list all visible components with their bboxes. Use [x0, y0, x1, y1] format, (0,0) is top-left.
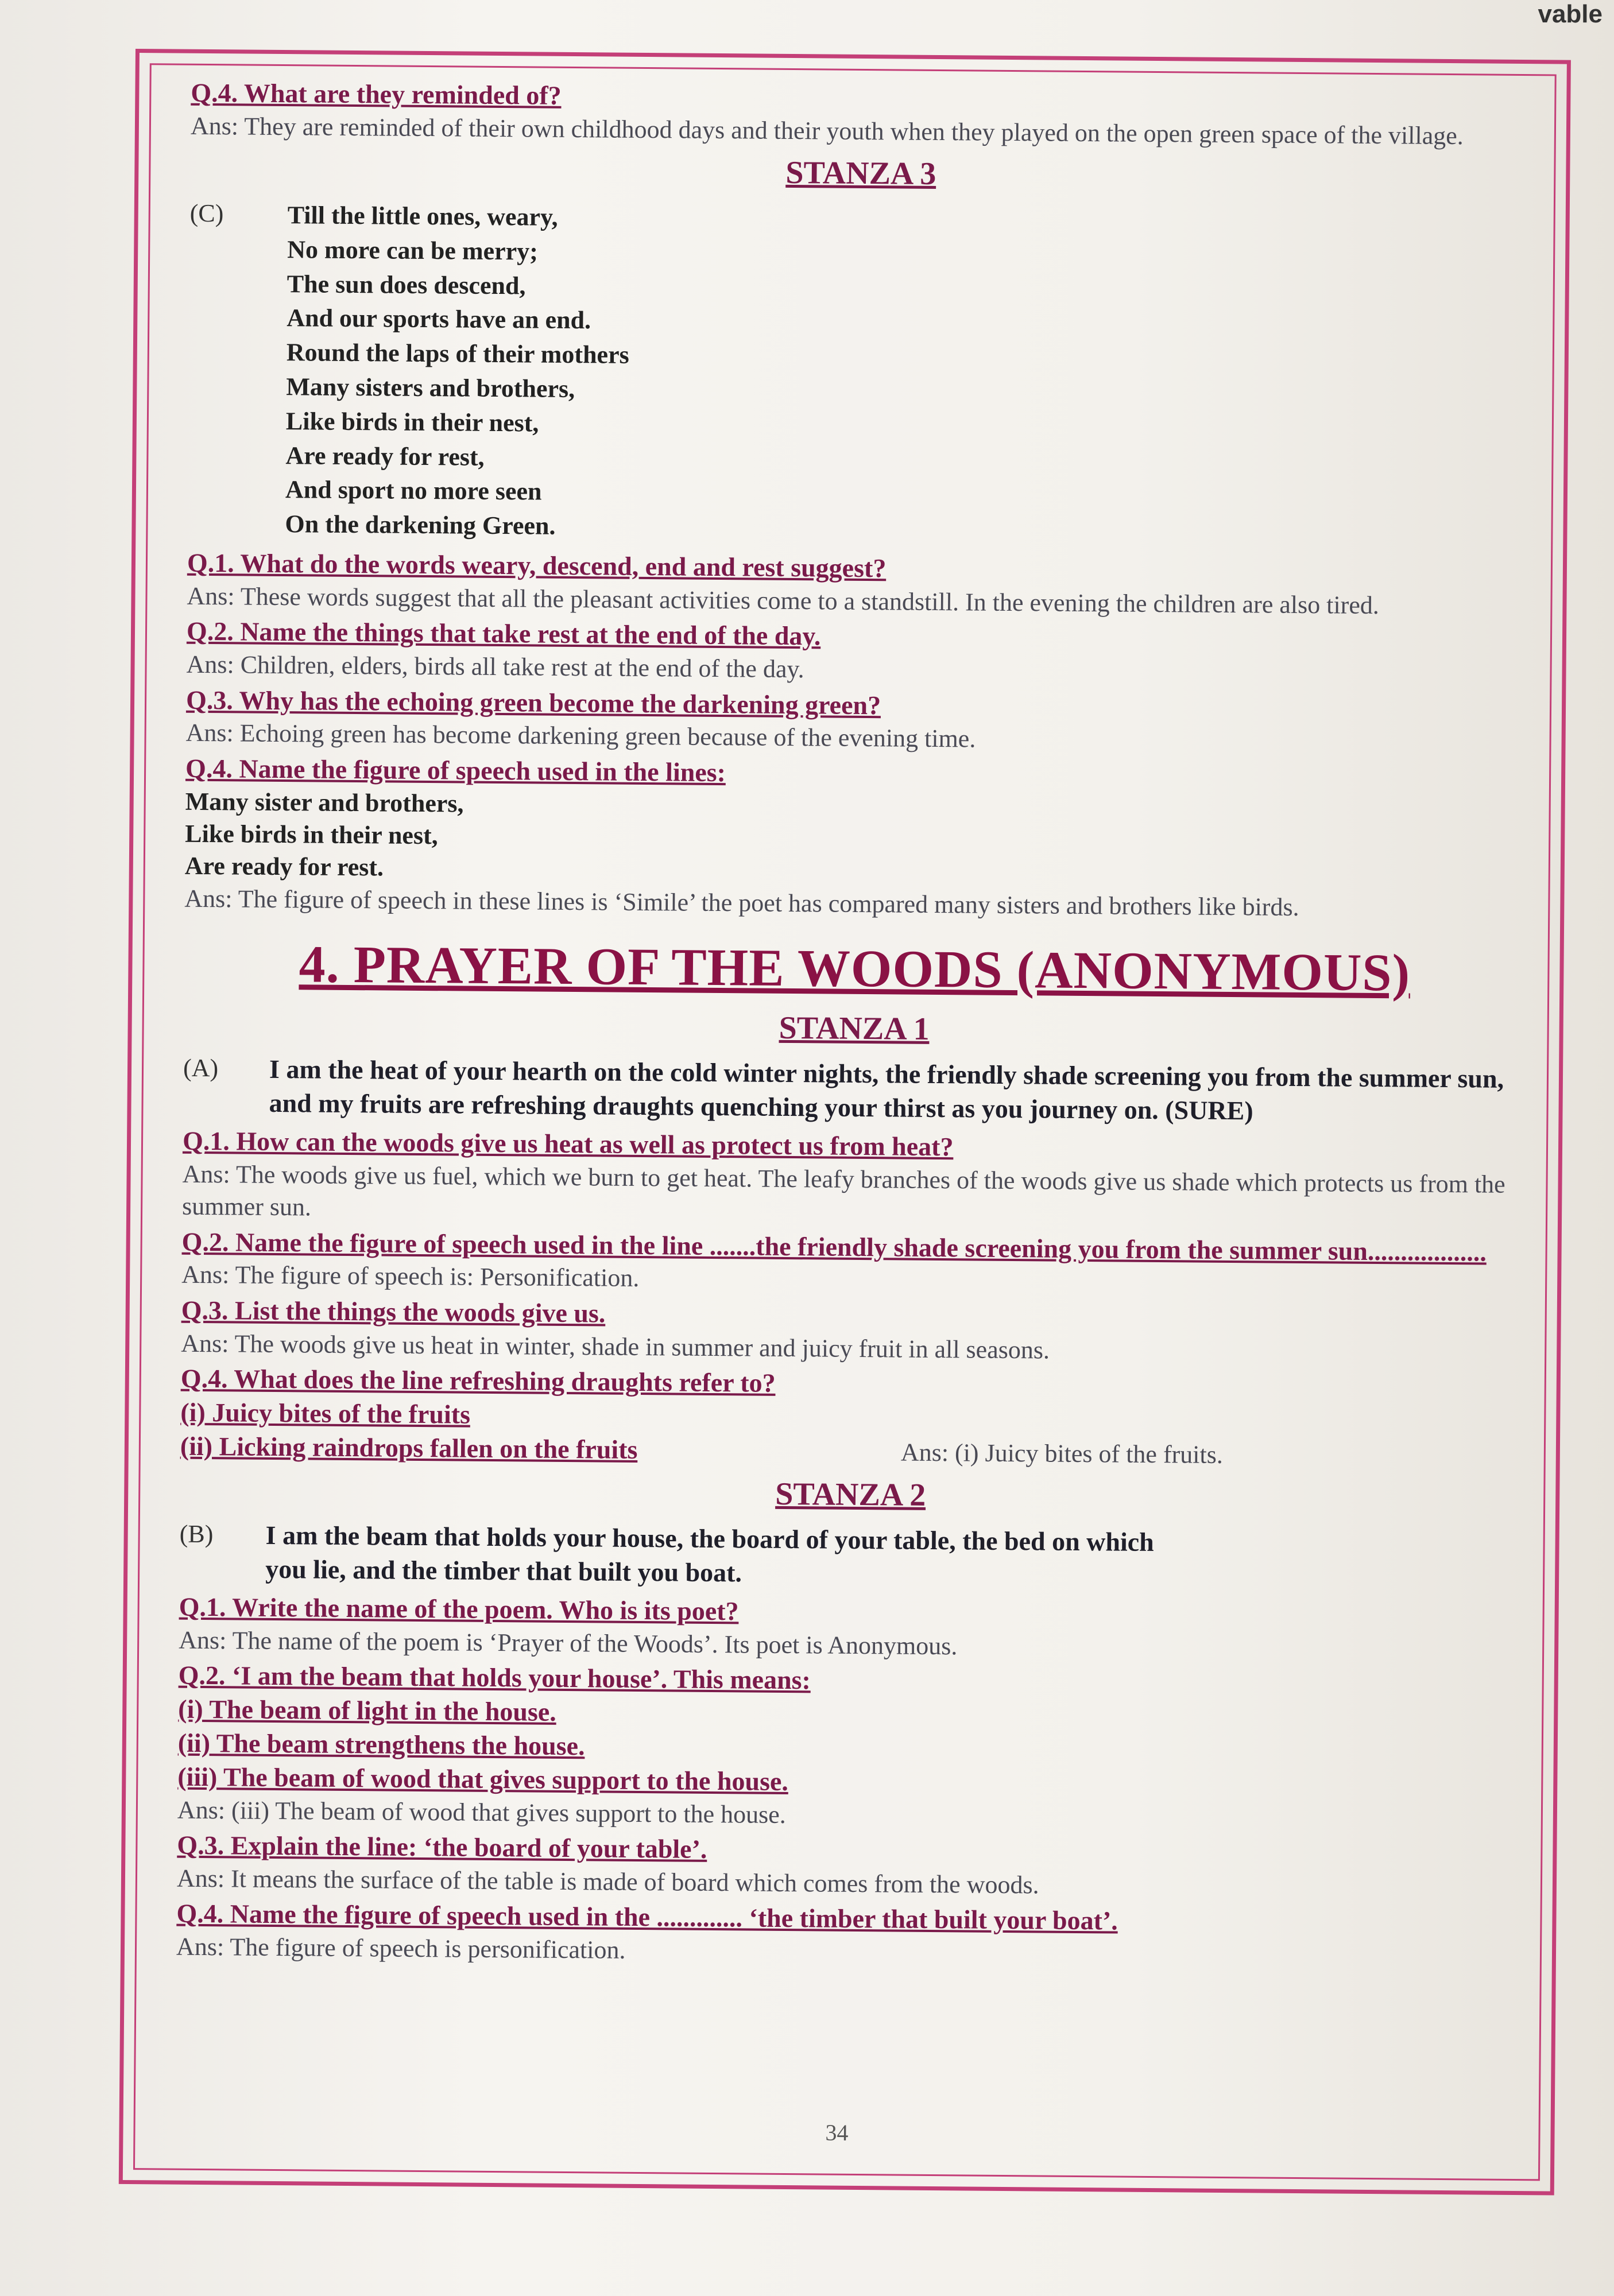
question-block: [185, 683, 1527, 760]
stanza-heading: STANZA 3: [785, 155, 936, 192]
answer: Ans: These words suggest that all the pleasant activities come to a standstill. In the evening the children are also tired.: [187, 581, 1380, 620]
excerpt-text: I am the beam that holds your house, the board of your table, the bed on which you lie, and the timber that built you boat.: [265, 1521, 1154, 1588]
question-block: [191, 76, 1532, 153]
answer: Ans: The woods give us fuel, which we burn to get heat. The leafy branches of the woods give us shade which protects us from the summer sun.: [181, 1159, 1505, 1221]
answer: Ans: The figure of speech in these lines is ‘Simile’ the poet has compared many sisters and brothers like birds.: [184, 884, 1299, 921]
poem-line: Are ready for rest,: [285, 441, 485, 471]
option: (ii) Licking raindrops fallen on the fruits: [180, 1431, 638, 1464]
question: Q.1. Write the name of the poem. Who is its poet?: [179, 1592, 739, 1626]
answer: Ans: The name of the poem is ‘Prayer of the Woods’. Its poet is Anonymous.: [179, 1626, 958, 1661]
poem-line: And our sports have an end.: [287, 304, 591, 335]
question: Q.2. Name the things that take rest at the end of the day.: [186, 616, 821, 651]
question-block: [182, 1124, 1524, 1234]
poem-lines: [285, 198, 630, 544]
question: Q.3. Explain the line: ‘the board of your table’.: [177, 1830, 707, 1864]
question-block: [187, 546, 1528, 623]
answer: Ans: (iii) The beam of wood that gives support to the house.: [177, 1795, 786, 1829]
poem-line: Round the laps of their mothers: [286, 338, 629, 369]
excerpt-label: (A): [183, 1053, 219, 1083]
poem-line: No more can be merry;: [287, 235, 539, 266]
poem-line: Many sisters and brothers,: [286, 373, 575, 404]
question-block: [184, 751, 1527, 925]
page-number: 34: [825, 2119, 849, 2146]
stanza-heading: STANZA 1: [779, 1010, 930, 1047]
option: (i) Juicy bites of the fruits: [180, 1397, 471, 1429]
question-block: [181, 1225, 1523, 1302]
chapter-title: 4. PRAYER OF THE WOODS (ANONYMOUS): [299, 934, 1411, 1002]
question: Q.2. ‘I am the beam that holds your house’. This means:: [178, 1660, 811, 1695]
poem-excerpt: [187, 197, 1531, 552]
answer: Ans: The figure of speech is: Personification.: [181, 1261, 640, 1293]
answer: Ans: It means the surface of the table is made of board which comes from the woods.: [176, 1864, 1039, 1899]
question-block: [180, 1362, 1522, 1474]
option: (iii) The beam of wood that gives support to the house.: [177, 1762, 789, 1796]
quoted-line: Are ready for rest.: [184, 851, 384, 882]
stanza-heading: STANZA 2: [775, 1476, 926, 1513]
answer: Ans: Echoing green has become darkening green because of the evening time.: [185, 719, 976, 753]
excerpt-text: I am the heat of your hearth on the cold winter nights, the friendly shade screening you from the summer sun, and my fruits are refreshing draughts quenching your thirst as you journey on. (SURE): [269, 1054, 1504, 1126]
option: (ii) The beam strengthens the house.: [177, 1728, 585, 1761]
answer: Ans: The woods give us heat in winter, shade in summer and juicy fruit in all seasons.: [181, 1329, 1050, 1364]
option: (i) The beam of light in the house.: [178, 1694, 557, 1727]
poem-line: The sun does descend,: [287, 269, 526, 300]
poem-line: On the darkening Green.: [285, 510, 556, 541]
question-block: [186, 615, 1528, 692]
question: Q.4. What does the line refreshing draughts refer to?: [180, 1363, 776, 1398]
question-block: [177, 1829, 1519, 1906]
content: [176, 76, 1532, 1976]
poem-line: Like birds in their nest,: [285, 406, 539, 437]
poem-line: And sport no more seen: [285, 475, 542, 506]
answer: Ans: (i) Juicy bites of the fruits.: [900, 1438, 1224, 1469]
page-frame: [119, 49, 1571, 2196]
answer: Ans: Children, elders, birds all take rest at the end of the day.: [186, 650, 804, 684]
question: Q.2. Name the figure of speech used in the line .......the friendly shade screening you from the summer sun..................: [181, 1227, 1487, 1267]
quoted-line: Many sister and brothers,: [185, 787, 464, 818]
question: Q.4. Name the figure of speech used in the lines:: [185, 753, 726, 787]
corner-text: vable: [1538, 0, 1603, 28]
question: Q.1. How can the woods give us heat as well as protect us from heat?: [182, 1126, 954, 1162]
answer: Ans: The figure of speech is personification.: [176, 1932, 626, 1964]
question: Q.4. Name the figure of speech used in the ............. ‘the timber that built your boat’.: [176, 1898, 1118, 1936]
question-block: [176, 1897, 1518, 1974]
answer: Ans: They are reminded of their own childhood days and their youth when they played on the open green space of the village.: [190, 111, 1464, 150]
question-block: [177, 1659, 1520, 1837]
excerpt-label: (C): [189, 199, 224, 228]
question: Q.1. What do the words weary, descend, end and rest suggest?: [187, 548, 887, 583]
question: Q.3. List the things the woods give us.: [181, 1295, 606, 1328]
quoted-line: Like birds in their nest,: [185, 819, 438, 850]
question-block: [181, 1293, 1523, 1370]
prose-excerpt: [179, 1518, 1521, 1596]
question-block: [179, 1591, 1520, 1667]
question: Q.3. Why has the echoing green become the darkening green?: [185, 685, 881, 720]
excerpt-label: (B): [179, 1519, 214, 1549]
poem-line: Till the little ones, weary,: [287, 200, 558, 231]
question: Q.4. What are they reminded of?: [191, 77, 562, 110]
prose-excerpt: [183, 1052, 1524, 1130]
